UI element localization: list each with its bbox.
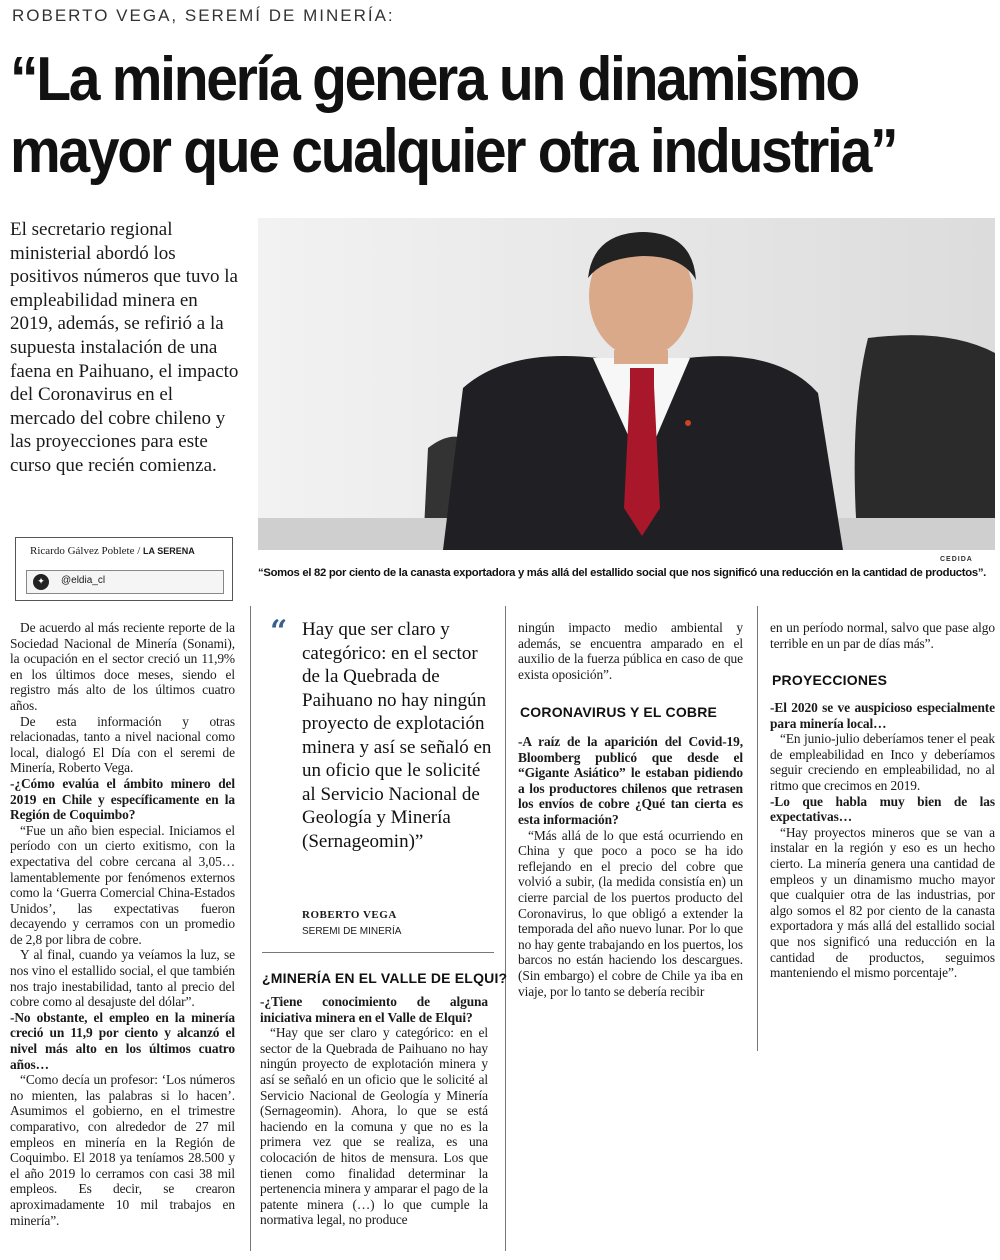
interview-answer: Y al final, cuando ya veíamos la luz, se nos vino el estallido social, el que también nos trajo inestabilidad, tanto al precio del cobre como al desajuste del dólar”. [10, 947, 235, 1010]
quote-mark-icon: “ [270, 614, 288, 649]
column-divider [757, 606, 758, 1051]
interview-question: -¿Tiene conocimiento de alguna iniciativa minera en el Valle de Elqui? [260, 994, 488, 1025]
photo-credit: CEDIDA [940, 556, 973, 563]
interview-question: -A raíz de la aparición del Covid-19, Bloomberg publicó que desde el “Gigante Asiático” le estaban pidiendo a los productores chilenos que retrasen los envíos de cobre ¿Qué tan cierta es esta información? [518, 734, 743, 827]
interview-answer: “Más allá de lo que está ocurriendo en China y que poco a poco se ha ido reflejando en el precio del cobre que volvió a subir, (la medida consistía en) un cierre parcial de los puertos producto del Coronavirus, lo que obligó a extender la temporada del año nuevo lunar. Por lo que no hay gente trabajando en los puertos, los barcos no están haciendo los descargues. (Sin embargo) el cobre de Chile ya iba en viaje, por lo tanto se debería recibir [518, 827, 743, 999]
pull-quote-name: ROBERTO VEGA [302, 909, 397, 921]
interview-question: -No obstante, el empleo en la minería creció un 11,9 por ciento y alcanzó el nivel más alto en los últimos cuatro años… [10, 1009, 235, 1072]
byline-city: LA SERENA [143, 546, 195, 556]
column-divider [505, 606, 506, 1251]
column-4 [770, 620, 995, 651]
interview-question: -Lo que habla muy bien de las expectativas… [770, 793, 995, 825]
body-paragraph: De acuerdo al más reciente reporte de la Sociedad Nacional de Minería (Sonami), la ocupación en el sector creció un 11,9% en los últimos doce meses, siendo el registro más alto de los últimos cuatro años. [10, 620, 235, 713]
byline [30, 545, 195, 557]
interview-answer: “En junio-julio deberíamos tener el peak de empleabilidad en Inco y deberíamos seguir creciendo en empleabilidad, no al ritmo que crecimos en 2019. [770, 731, 995, 793]
subhead-elqui: ¿MINERÍA EN EL VALLE DE ELQUI? [262, 970, 508, 986]
column-3 [518, 620, 743, 682]
byline-box [15, 537, 233, 601]
subhead-coronavirus: CORONAVIRUS Y EL COBRE [520, 704, 718, 720]
interview-question: -El 2020 se ve auspicioso especialmente para minería local… [770, 700, 995, 731]
twitter-icon: ✦ [33, 574, 49, 590]
subhead-proyecciones: PROYECCIONES [772, 672, 888, 688]
column-4-interview [770, 700, 995, 981]
kicker: ROBERTO VEGA, SEREMÍ DE MINERÍA: [12, 6, 395, 25]
body-paragraph: ningún impacto medio ambiental y además, se encuentra amparado en el auxilio de la fuerza pública en caso de que exista oposición”. [518, 620, 743, 682]
lead-paragraph: El secretario regional ministerial abordó los positivos números que tuvo la empleabilidad minera en 2019, además, se refirió a la supuesta instalación de una faena en Paihuano, el impacto del Coronavirus en el mercado del cobre chileno y las proyecciones para este curso que recién comienza. [10, 219, 239, 476]
interview-answer: “Fue un año bien especial. Iniciamos el período con un cierto exitismo, con la expectativa del cobre cercana al 3,05… lamentablemente por fenómenos externos como la ‘Guerra Comercial China-Estados Unidos’, las expectativas fueron decayendo y cerramos con un promedio de 2,8 por libra de cobre. [10, 822, 235, 947]
interview-question: -¿Cómo evalúa el ámbito minero del 2019 en Chile y específicamente en la Región de Coquimbo? [10, 775, 235, 823]
headline: “La minería genera un dinamismo mayor que cualquier otra industria” [10, 45, 897, 186]
divider [262, 952, 494, 953]
column-divider [250, 606, 251, 1251]
interview-answer: “Hay que ser claro y categórico: en el sector de la Quebrada de Paihuano no hay ningún proyecto de explotación minera y así se señaló en un oficio que le solicité al Servicio Nacional de Geología y Minería (Sernageomin). Ahora, lo que se está haciendo en la comuna y que no es la primera vez que se realiza, es una colocación de hitos de mensura. Los que tienen como finalidad determinar la pertenencia minera y amparar el pago de la patente minera (…) lo que cumple la normativa legal, no produce [260, 1025, 488, 1228]
column-1 [10, 620, 235, 1228]
column-3-interview [518, 734, 743, 999]
portrait-illustration [258, 218, 995, 550]
twitter-row[interactable] [26, 570, 224, 594]
column-2 [260, 994, 488, 1228]
interview-answer: “Hay proyectos mineros que se van a instalar en la región y eso es un hecho cierto. La minería genera una cantidad de empleos y un dinamismo mucho mayor que cualquier otra de las industrias, por algo somos el 82 por ciento de la canasta exportadora y más allá del estallido social que nos significó una reducción en la cantidad de productos, seguimos manteniendo el mismo porcentaje”. [770, 824, 995, 981]
pull-quote-text: Hay que ser claro y categórico: en el sector de la Quebrada de Paihuano no hay ningún proyecto de explotación minera y así se señaló en un oficio que le solicité al Servicio Nacional de Geología y Minería (Sernageomin)” [302, 619, 492, 852]
pull-quote-role: SEREMI DE MINERÍA [302, 926, 402, 937]
twitter-handle[interactable]: @eldia_cl [61, 575, 106, 586]
author-name: Ricardo Gálvez Poblete [30, 545, 135, 557]
photo-caption: “Somos el 82 por ciento de la canasta exportadora y más allá del estallido social que nos significó una reducción en la cantidad de productos”. [258, 567, 987, 579]
byline-separator: / [137, 545, 141, 557]
interview-answer: “Como decía un profesor: ‘Los números no mienten, las palabras si lo hacen’. Asumimos el gobierno, en el trimestre comparativo, con alrededor de 27 mil empleos en minería en la Región de Coquimbo. El 2018 ya teníamos 28.500 y el año 2019 lo cerramos con casi 38 mil empleos. Es decir, se crearon aproximadamente 10 mil trabajos en minería”. [10, 1072, 235, 1228]
body-paragraph: De esta información y otras relacionadas, tanto a nivel nacional como local, dialogó El Día con el seremi de Minería, Roberto Vega. [10, 713, 235, 776]
body-paragraph: en un período normal, salvo que pase algo terrible en un par de días más”. [770, 620, 995, 651]
portrait-photo [258, 218, 995, 550]
